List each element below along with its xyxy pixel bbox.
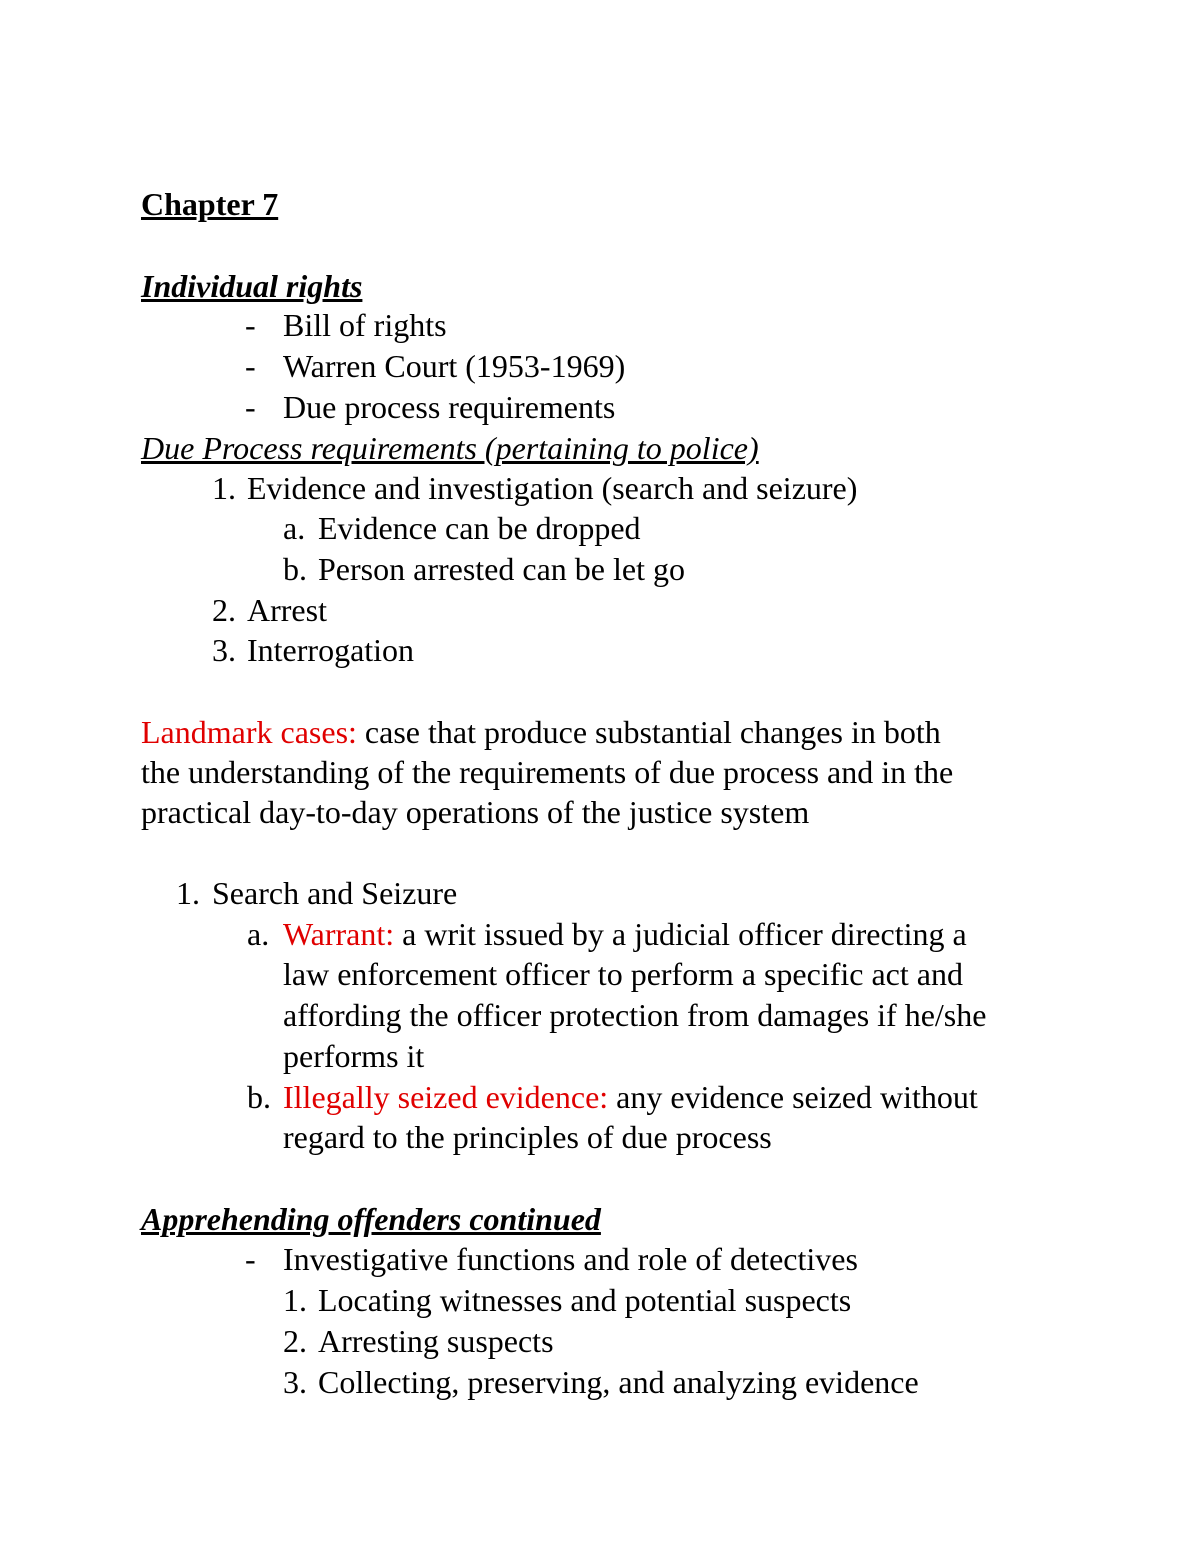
list-marker: a. (247, 916, 270, 952)
warrant-definition (283, 914, 967, 954)
list-marker: b. (247, 1079, 271, 1115)
list-marker: 1. (283, 1282, 307, 1318)
list-item: Interrogation (247, 632, 415, 668)
list-item: Investigative functions and role of detectives (283, 1241, 858, 1277)
search-seizure-title: Search and Seizure (212, 875, 458, 911)
list-marker: 3. (212, 632, 236, 668)
definition-text: case that produce substantial changes in both (356, 714, 941, 750)
list-item: Due process requirements (283, 389, 616, 425)
list-marker: 1. (176, 875, 200, 911)
individual-rights-heading: Individual rights (141, 268, 363, 304)
list-item: Person arrested can be let go (318, 551, 685, 587)
definition-text: affording the officer protection from damages if he/she (283, 997, 987, 1033)
illegal-evidence-term: Illegally seized evidence: (283, 1079, 609, 1115)
list-marker: - (245, 389, 256, 425)
list-marker: 2. (283, 1323, 307, 1359)
landmark-term: Landmark cases: (141, 714, 357, 750)
list-marker: 2. (212, 592, 236, 628)
definition-text: a writ issued by a judicial officer directing a (394, 916, 967, 952)
apprehending-heading: Apprehending offenders continued (141, 1201, 601, 1237)
list-marker: - (245, 307, 256, 343)
list-item: Evidence can be dropped (318, 510, 641, 546)
due-process-heading: Due Process requirements (pertaining to police) (141, 430, 759, 466)
list-item: Arrest (247, 592, 327, 628)
warrant-term: Warrant: (283, 916, 395, 952)
definition-text: performs it (283, 1038, 425, 1074)
list-item: Evidence and investigation (search and seizure) (247, 470, 858, 506)
list-item: Arresting suspects (318, 1323, 554, 1359)
list-marker: b. (283, 551, 307, 587)
list-marker: 3. (283, 1364, 307, 1400)
list-marker: - (245, 348, 256, 384)
definition-text: regard to the principles of due process (283, 1119, 772, 1155)
definition-text: any evidence seized without (608, 1079, 978, 1115)
list-marker: a. (283, 510, 306, 546)
list-item: Warren Court (1953-1969) (283, 348, 626, 384)
chapter-title: Chapter 7 (141, 186, 279, 222)
definition-text: practical day-to-day operations of the justice system (141, 794, 810, 830)
list-item: Bill of rights (283, 307, 447, 343)
list-marker: 1. (212, 470, 236, 506)
definition-text: the understanding of the requirements of due process and in the (141, 754, 954, 790)
illegal-evidence-definition (283, 1077, 978, 1117)
list-item: Collecting, preserving, and analyzing evidence (318, 1364, 919, 1400)
definition-text: law enforcement officer to perform a specific act and (283, 956, 963, 992)
list-item: Locating witnesses and potential suspects (318, 1282, 852, 1318)
landmark-definition (141, 712, 941, 752)
list-marker: - (245, 1241, 256, 1277)
